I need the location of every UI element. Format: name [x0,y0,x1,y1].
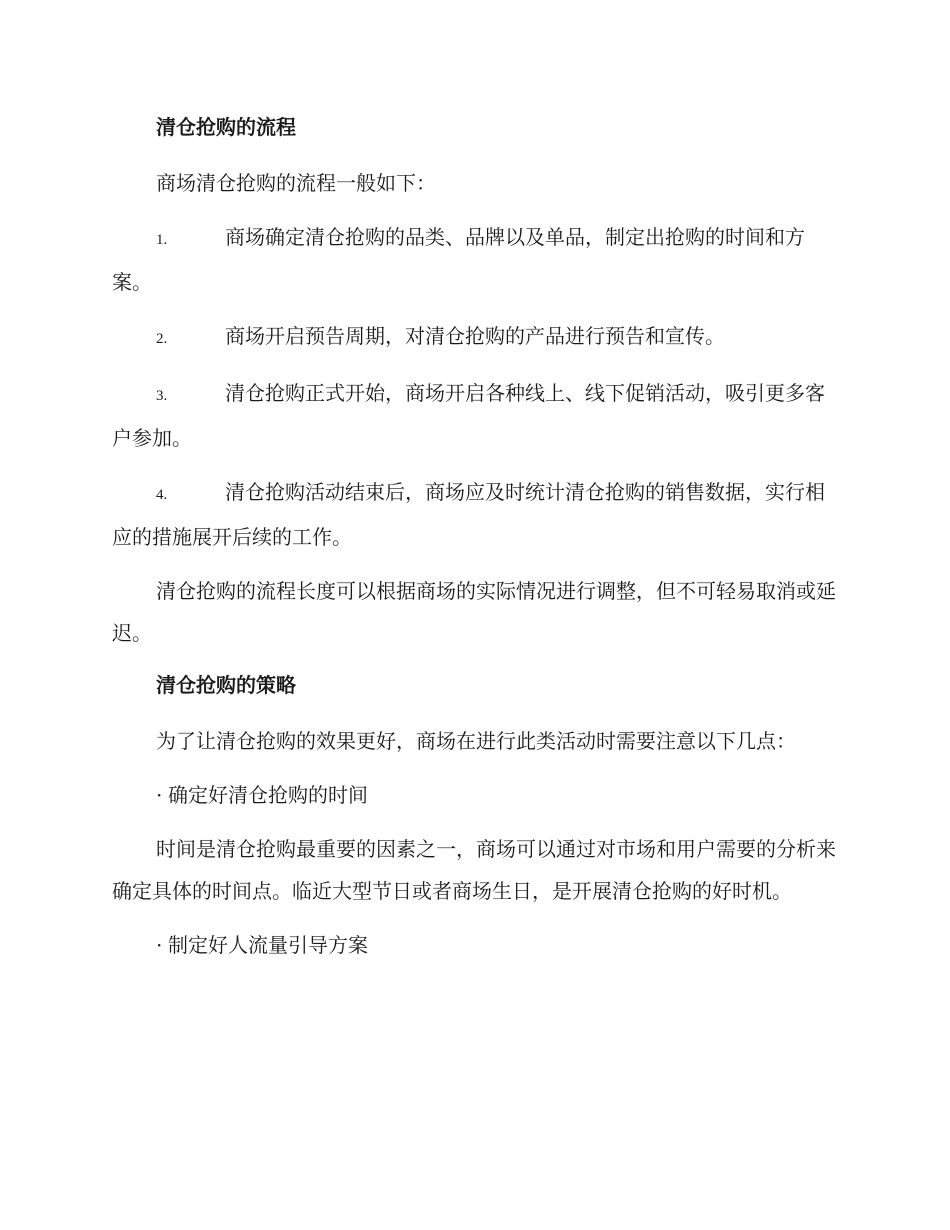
bullet-text: 制定好人流量引导方案 [168,933,368,957]
step-text: 清仓抢购活动结束后，商场应及时统计清仓抢购的销售数据，实行相应的措施展开后续的工作。 [112,480,825,549]
section-heading-process: 清仓抢购的流程 [156,115,296,139]
strategy-intro: 为了让清仓抢购的效果更好，商场在进行此类活动时需要注意以下几点： [156,729,796,753]
bullet-dot: · [156,933,163,957]
process-intro: 商场清仓抢购的流程一般如下： [156,171,436,195]
step-text: 清仓抢购正式开始，商场开启各种线上、线下促销活动，吸引更多客户参加。 [112,381,825,450]
document-body [112,108,838,978]
step-number: 3. [156,388,168,404]
process-step-2 [112,315,838,360]
bullet-dot: · [156,783,163,807]
process-step-1 [112,216,838,303]
strategy-timing-text: 时间是清仓抢购最重要的因素之一，商场可以通过对市场和用户需要的分析来确定具体的时间点。临近大型节日或者商场生日，是开展清仓抢购的好时机。 [112,837,836,903]
step-text: 商场开启预告周期，对清仓抢购的产品进行预告和宣传。 [225,324,725,348]
step-number: 2. [156,331,168,347]
process-closing: 清仓抢购的流程长度可以根据商场的实际情况进行调整，但不可轻易取消或延迟。 [112,579,836,645]
section-heading-strategy: 清仓抢购的策略 [156,673,296,697]
strategy-bullet-traffic [112,924,838,966]
strategy-bullet-timing [112,774,838,816]
step-number: 4. [156,487,168,503]
process-step-4 [112,471,838,558]
step-text: 商场确定清仓抢购的品类、品牌以及单品，制定出抢购的时间和方案。 [112,225,805,294]
process-step-3 [112,372,838,459]
step-number: 1. [156,232,168,248]
bullet-text: 确定好清仓抢购的时间 [168,783,368,807]
